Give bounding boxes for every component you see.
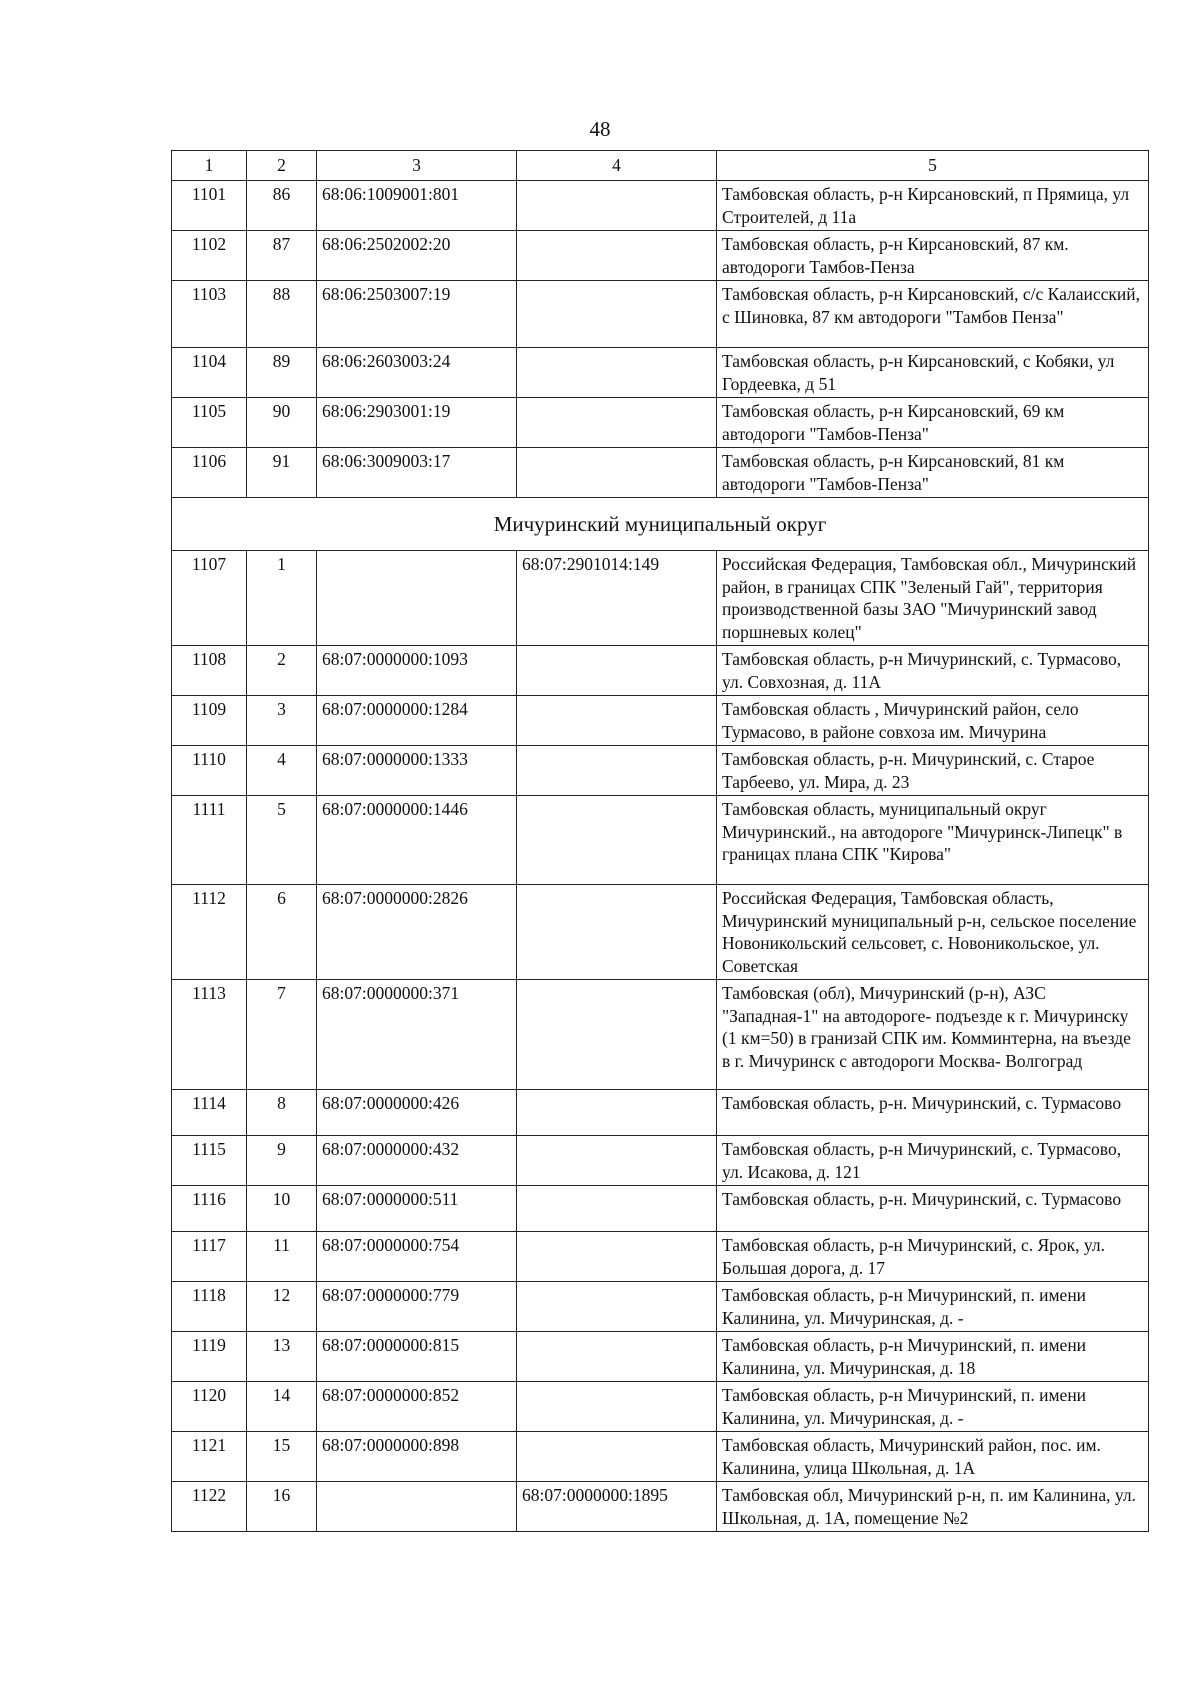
row-number-cell: 1102 [172,231,247,281]
parent-cadastral-number-cell [517,796,717,885]
item-index-cell: 86 [247,181,317,231]
parent-cadastral-number-cell [517,231,717,281]
row-number-cell: 1101 [172,181,247,231]
table-row [172,1282,1149,1332]
address-cell: Российская Федерация, Тамбовская обл., Мичуринский район, в границах СПК "Зеленый Гай", территория производственной базы ЗАО "Мичуринский завод поршневых колец" [717,551,1149,646]
parent-cadastral-number-cell [517,646,717,696]
parent-cadastral-number-cell [517,1136,717,1186]
parent-cadastral-number-cell [517,1186,717,1232]
parent-cadastral-number-cell [517,885,717,980]
item-index-cell: 8 [247,1090,317,1136]
address-cell: Тамбовская область, р-н Кирсановский, 69 км автодороги "Тамбов-Пенза" [717,398,1149,448]
item-index-cell: 16 [247,1482,317,1532]
column-header-1: 1 [172,151,247,181]
table-row [172,1232,1149,1282]
row-number-cell: 1105 [172,398,247,448]
table-row [172,348,1149,398]
row-number-cell: 1121 [172,1432,247,1482]
table-header-row [172,151,1149,181]
row-number-cell: 1114 [172,1090,247,1136]
cadastral-number-cell: 68:06:3009003:17 [317,448,517,498]
address-cell: Тамбовская область, р-н Мичуринский, п. имени Калинина, ул. Мичуринская, д. - [717,1282,1149,1332]
item-index-cell: 7 [247,980,317,1090]
table-body-michurinsky [172,551,1149,1532]
cadastral-number-cell: 68:06:2502002:20 [317,231,517,281]
parent-cadastral-number-cell [517,746,717,796]
parent-cadastral-number-cell: 68:07:0000000:1895 [517,1482,717,1532]
column-header-5: 5 [717,151,1149,181]
item-index-cell: 9 [247,1136,317,1186]
item-index-cell: 91 [247,448,317,498]
address-cell: Тамбовская обл, Мичуринский р-н, п. им Калинина, ул. Школьная, д. 1А, помещение №2 [717,1482,1149,1532]
column-header-2: 2 [247,151,317,181]
table-row [172,696,1149,746]
address-cell: Тамбовская область, р-н Мичуринский, с. Турмасово, ул. Исакова, д. 121 [717,1136,1149,1186]
address-cell: Тамбовская область, р-н. Мичуринский, с. Турмасово [717,1186,1149,1232]
item-index-cell: 6 [247,885,317,980]
row-number-cell: 1122 [172,1482,247,1532]
row-number-cell: 1119 [172,1332,247,1382]
cadastral-number-cell: 68:07:0000000:1446 [317,796,517,885]
cadastral-number-cell: 68:06:2603003:24 [317,348,517,398]
parent-cadastral-number-cell [517,980,717,1090]
cadastral-number-cell: 68:06:1009001:801 [317,181,517,231]
column-header-4: 4 [517,151,717,181]
parent-cadastral-number-cell [517,348,717,398]
column-header-3: 3 [317,151,517,181]
parent-cadastral-number-cell [517,1232,717,1282]
table-row [172,1382,1149,1432]
cadastral-number-cell [317,1482,517,1532]
table-row [172,885,1149,980]
parent-cadastral-number-cell [517,181,717,231]
cadastral-number-cell [317,551,517,646]
parent-cadastral-number-cell [517,281,717,348]
item-index-cell: 4 [247,746,317,796]
address-cell: Тамбовская (обл), Мичуринский (р-н), АЗС "Западная-1" на автодороге- подъезде к г. Мичуринску (1 км=50) в гранизай СПК им. Комминтерна, на въезде в г. Мичуринск с автодороги Москва- Волгоград [717,980,1149,1090]
cadastral-number-cell: 68:07:0000000:426 [317,1090,517,1136]
address-cell: Тамбовская область, р-н. Мичуринский, с. Старое Тарбеево, ул. Мира, д. 23 [717,746,1149,796]
table-row [172,796,1149,885]
section-group [172,498,1149,551]
item-index-cell: 5 [247,796,317,885]
row-number-cell: 1108 [172,646,247,696]
item-index-cell: 1 [247,551,317,646]
cadastral-number-cell: 68:07:0000000:779 [317,1282,517,1332]
row-number-cell: 1111 [172,796,247,885]
cadastral-number-cell: 68:07:0000000:371 [317,980,517,1090]
address-cell: Российская Федерация, Тамбовская область, Мичуринский муниципальный р-н, сельское поселение Новоникольский сельсовет, с. Новоникольское, ул. Советская [717,885,1149,980]
table-row [172,1090,1149,1136]
item-index-cell: 10 [247,1186,317,1232]
row-number-cell: 1118 [172,1282,247,1332]
parent-cadastral-number-cell [517,1090,717,1136]
registry-table [171,150,1149,1532]
table-row [172,1432,1149,1482]
item-index-cell: 90 [247,398,317,448]
cadastral-number-cell: 68:07:0000000:754 [317,1232,517,1282]
item-index-cell: 87 [247,231,317,281]
address-cell: Тамбовская область, муниципальный округ Мичуринский., на автодороге "Мичуринск-Липецк" в границах плана СПК "Кирова" [717,796,1149,885]
row-number-cell: 1116 [172,1186,247,1232]
item-index-cell: 13 [247,1332,317,1382]
cadastral-number-cell: 68:06:2903001:19 [317,398,517,448]
address-cell: Тамбовская область, р-н Мичуринский, п. имени Калинина, ул. Мичуринская, д. 18 [717,1332,1149,1382]
address-cell: Тамбовская область, р-н. Мичуринский, с. Турмасово [717,1090,1149,1136]
parent-cadastral-number-cell [517,448,717,498]
address-cell: Тамбовская область, р-н Мичуринский, с. Ярок, ул. Большая дорога, д. 17 [717,1232,1149,1282]
table-row [172,181,1149,231]
parent-cadastral-number-cell: 68:07:2901014:149 [517,551,717,646]
table-row [172,980,1149,1090]
item-index-cell: 15 [247,1432,317,1482]
cadastral-number-cell: 68:07:0000000:2826 [317,885,517,980]
parent-cadastral-number-cell [517,1382,717,1432]
parent-cadastral-number-cell [517,1282,717,1332]
table-row [172,746,1149,796]
table-row [172,646,1149,696]
address-cell: Тамбовская область , Мичуринский район, село Турмасово, в районе совхоза им. Мичурина [717,696,1149,746]
section-title: Мичуринский муниципальный округ [172,498,1149,551]
row-number-cell: 1103 [172,281,247,348]
cadastral-number-cell: 68:07:0000000:815 [317,1332,517,1382]
address-cell: Тамбовская область, р-н Кирсановский, п Прямица, ул Строителей, д 11а [717,181,1149,231]
table-row [172,551,1149,646]
cadastral-number-cell: 68:07:0000000:852 [317,1382,517,1432]
cadastral-number-cell: 68:07:0000000:432 [317,1136,517,1186]
address-cell: Тамбовская область, р-н Кирсановский, с Кобяки, ул Гордеевка, д 51 [717,348,1149,398]
address-cell: Тамбовская область, р-н Кирсановский, 87 км. автодороги Тамбов-Пенза [717,231,1149,281]
item-index-cell: 88 [247,281,317,348]
address-cell: Тамбовская область, Мичуринский район, пос. им. Калинина, улица Школьная, д. 1А [717,1432,1149,1482]
item-index-cell: 14 [247,1382,317,1432]
address-cell: Тамбовская область, р-н Мичуринский, п. имени Калинина, ул. Мичуринская, д. - [717,1382,1149,1432]
cadastral-number-cell: 68:07:0000000:1333 [317,746,517,796]
row-number-cell: 1112 [172,885,247,980]
section-row [172,498,1149,551]
table-row [172,1136,1149,1186]
row-number-cell: 1109 [172,696,247,746]
address-cell: Тамбовская область, р-н Кирсановский, 81 км автодороги "Тамбов-Пенза" [717,448,1149,498]
item-index-cell: 11 [247,1232,317,1282]
row-number-cell: 1115 [172,1136,247,1186]
table-row [172,398,1149,448]
row-number-cell: 1120 [172,1382,247,1432]
parent-cadastral-number-cell [517,398,717,448]
item-index-cell: 89 [247,348,317,398]
table-row [172,1332,1149,1382]
address-cell: Тамбовская область, р-н Мичуринский, с. Турмасово, ул. Совхозная, д. 11А [717,646,1149,696]
cadastral-number-cell: 68:07:0000000:1093 [317,646,517,696]
table-row [172,281,1149,348]
item-index-cell: 12 [247,1282,317,1332]
parent-cadastral-number-cell [517,1432,717,1482]
row-number-cell: 1110 [172,746,247,796]
row-number-cell: 1107 [172,551,247,646]
row-number-cell: 1104 [172,348,247,398]
row-number-cell: 1113 [172,980,247,1090]
table-row [172,1482,1149,1532]
row-number-cell: 1106 [172,448,247,498]
cadastral-number-cell: 68:07:0000000:898 [317,1432,517,1482]
address-cell: Тамбовская область, р-н Кирсановский, с/с Калаисский, с Шиновка, 87 км автодороги "Тамбов Пенза" [717,281,1149,348]
table-row [172,1186,1149,1232]
row-number-cell: 1117 [172,1232,247,1282]
item-index-cell: 2 [247,646,317,696]
cadastral-number-cell: 68:07:0000000:511 [317,1186,517,1232]
cadastral-number-cell: 68:07:0000000:1284 [317,696,517,746]
table-row [172,231,1149,281]
parent-cadastral-number-cell [517,1332,717,1382]
item-index-cell: 3 [247,696,317,746]
page-number: 48 [589,117,611,141]
parent-cadastral-number-cell [517,696,717,746]
table-row [172,448,1149,498]
table-body-kirsanovsky [172,181,1149,498]
cadastral-number-cell: 68:06:2503007:19 [317,281,517,348]
